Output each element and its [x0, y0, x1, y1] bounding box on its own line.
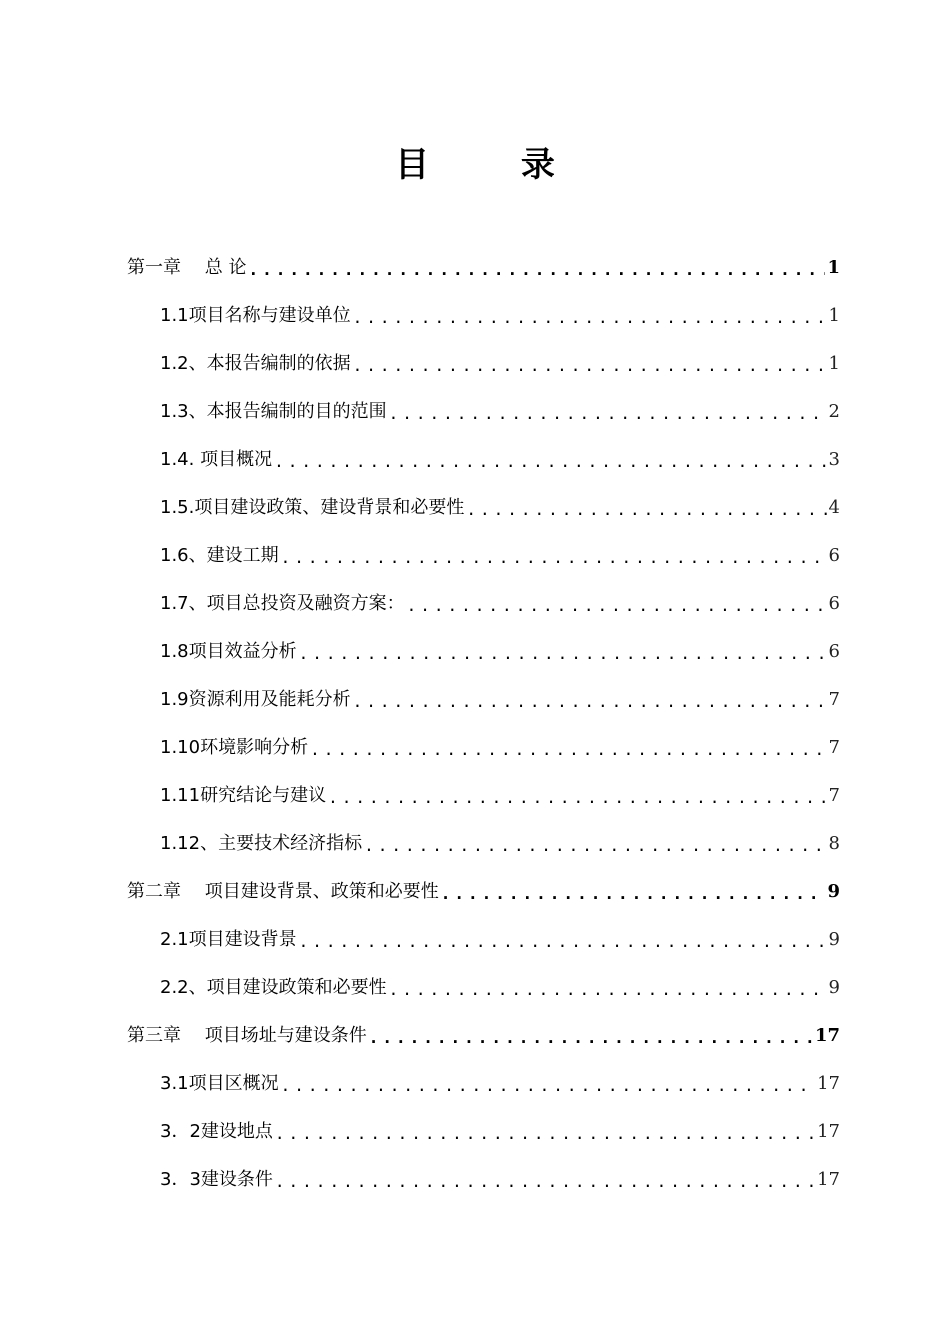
toc-dot-leader: [328, 786, 826, 810]
toc-dot-leader: [353, 354, 827, 378]
toc-entry-chapter-3[interactable]: [127, 1016, 840, 1056]
toc-dot-leader: [353, 306, 827, 330]
toc-entry-title: 3.1项目区概况: [160, 1073, 279, 1094]
toc-entry-section-1-5[interactable]: [160, 488, 840, 528]
toc-dot-leader: [369, 1026, 813, 1050]
toc-dot-leader: [299, 930, 827, 954]
toc-entry-title: 1.12、主要技术经济指标: [160, 833, 363, 854]
toc-dot-leader: [441, 882, 826, 906]
toc-entry-title: 1.1项目名称与建设单位: [160, 305, 351, 326]
toc-page-number: 3: [828, 449, 840, 470]
toc-page-number: 9: [828, 929, 840, 950]
toc-entry-title: 第三章 项目场址与建设条件: [127, 1025, 367, 1046]
toc-entry-title: 第二章 项目建设背景、政策和必要性: [127, 881, 439, 902]
toc-entry-title: 1.5.项目建设政策、建设背景和必要性: [160, 497, 465, 518]
toc-dot-leader: [248, 258, 825, 282]
toc-page-number: 8: [828, 833, 840, 854]
toc-entry-section-2-2[interactable]: [160, 968, 840, 1008]
toc-entry-section-3-1[interactable]: [160, 1064, 840, 1104]
toc-dot-leader: [389, 978, 827, 1002]
toc-page-number: 7: [828, 785, 840, 806]
toc-entry-section-1-10[interactable]: [160, 728, 840, 768]
toc-page-number: 9: [828, 977, 840, 998]
toc-dot-leader: [353, 690, 827, 714]
toc-entry-title: 1.8项目效益分析: [160, 641, 297, 662]
toc-entry-section-1-6[interactable]: [160, 536, 840, 576]
page-title: 目 录: [395, 145, 595, 185]
toc-page-number: 9: [827, 881, 840, 902]
toc-page-number: 7: [828, 737, 840, 758]
toc-entry-section-1-4[interactable]: [160, 440, 840, 480]
toc-page-number: 17: [814, 1025, 840, 1046]
toc-entry-section-3-3[interactable]: [160, 1160, 840, 1200]
toc-page-number: 7: [828, 689, 840, 710]
toc-entry-title: 3．3建设条件: [160, 1169, 273, 1190]
toc-dot-leader: [466, 498, 826, 522]
toc-entry-title: 1.9资源利用及能耗分析: [160, 689, 351, 710]
toc-entry-section-1-11[interactable]: [160, 776, 840, 816]
toc-page-number: 17: [817, 1073, 840, 1094]
toc-page-number: 4: [828, 497, 840, 518]
toc-entry-section-1-2[interactable]: [160, 344, 840, 384]
toc-entry-title: 1.10环境影响分析: [160, 737, 309, 758]
toc-page-number: 6: [828, 641, 840, 662]
toc-page-number: 2: [828, 401, 840, 422]
toc-entry-chapter-1[interactable]: [127, 248, 840, 288]
toc-dot-leader: [389, 402, 827, 426]
toc-entry-section-1-9[interactable]: [160, 680, 840, 720]
toc-entry-section-1-1[interactable]: [160, 296, 840, 336]
toc-entry-section-2-1[interactable]: [160, 920, 840, 960]
toc-entry-section-1-3[interactable]: [160, 392, 840, 432]
toc-dot-leader: [281, 1074, 815, 1098]
toc-entry-title: 1.2、本报告编制的依据: [160, 353, 351, 374]
toc-entry-title: 1.7、项目总投资及融资方案：: [160, 593, 405, 614]
toc-entry-title: 3．2建设地点: [160, 1121, 273, 1142]
toc-entry-chapter-2[interactable]: [127, 872, 840, 912]
toc-page-number: 1: [828, 353, 840, 374]
toc-dot-leader: [275, 1122, 815, 1146]
toc-dot-leader: [275, 1170, 815, 1194]
toc-entry-section-1-12[interactable]: [160, 824, 840, 864]
toc-page-number: 1: [828, 305, 840, 326]
toc-dot-leader: [299, 642, 827, 666]
toc-entry-title: 1.4. 项目概况: [160, 449, 273, 470]
toc-page-number: 1: [827, 257, 840, 278]
toc-page-number: 6: [828, 593, 840, 614]
toc-page-number: 6: [828, 545, 840, 566]
toc-entry-section-3-2[interactable]: [160, 1112, 840, 1152]
toc-dot-leader: [310, 738, 826, 762]
toc-dot-leader: [281, 546, 827, 570]
toc-page-number: 17: [817, 1169, 840, 1190]
toc-dot-leader: [364, 834, 826, 858]
toc-entry-title: 2.2、项目建设政策和必要性: [160, 977, 387, 998]
toc-entry-title: 第一章 总 论: [127, 257, 247, 278]
toc-entry-section-1-8[interactable]: [160, 632, 840, 672]
toc-dot-leader: [407, 594, 827, 618]
toc-entry-title: 1.6、建设工期: [160, 545, 279, 566]
toc-entry-section-1-7[interactable]: [160, 584, 840, 624]
toc-page-number: 17: [817, 1121, 840, 1142]
toc-entry-title: 1.11研究结论与建议: [160, 785, 327, 806]
toc-dot-leader: [274, 450, 826, 474]
toc-entry-title: 1.3、本报告编制的目的范围: [160, 401, 387, 422]
toc-entry-title: 2.1项目建设背景: [160, 929, 297, 950]
